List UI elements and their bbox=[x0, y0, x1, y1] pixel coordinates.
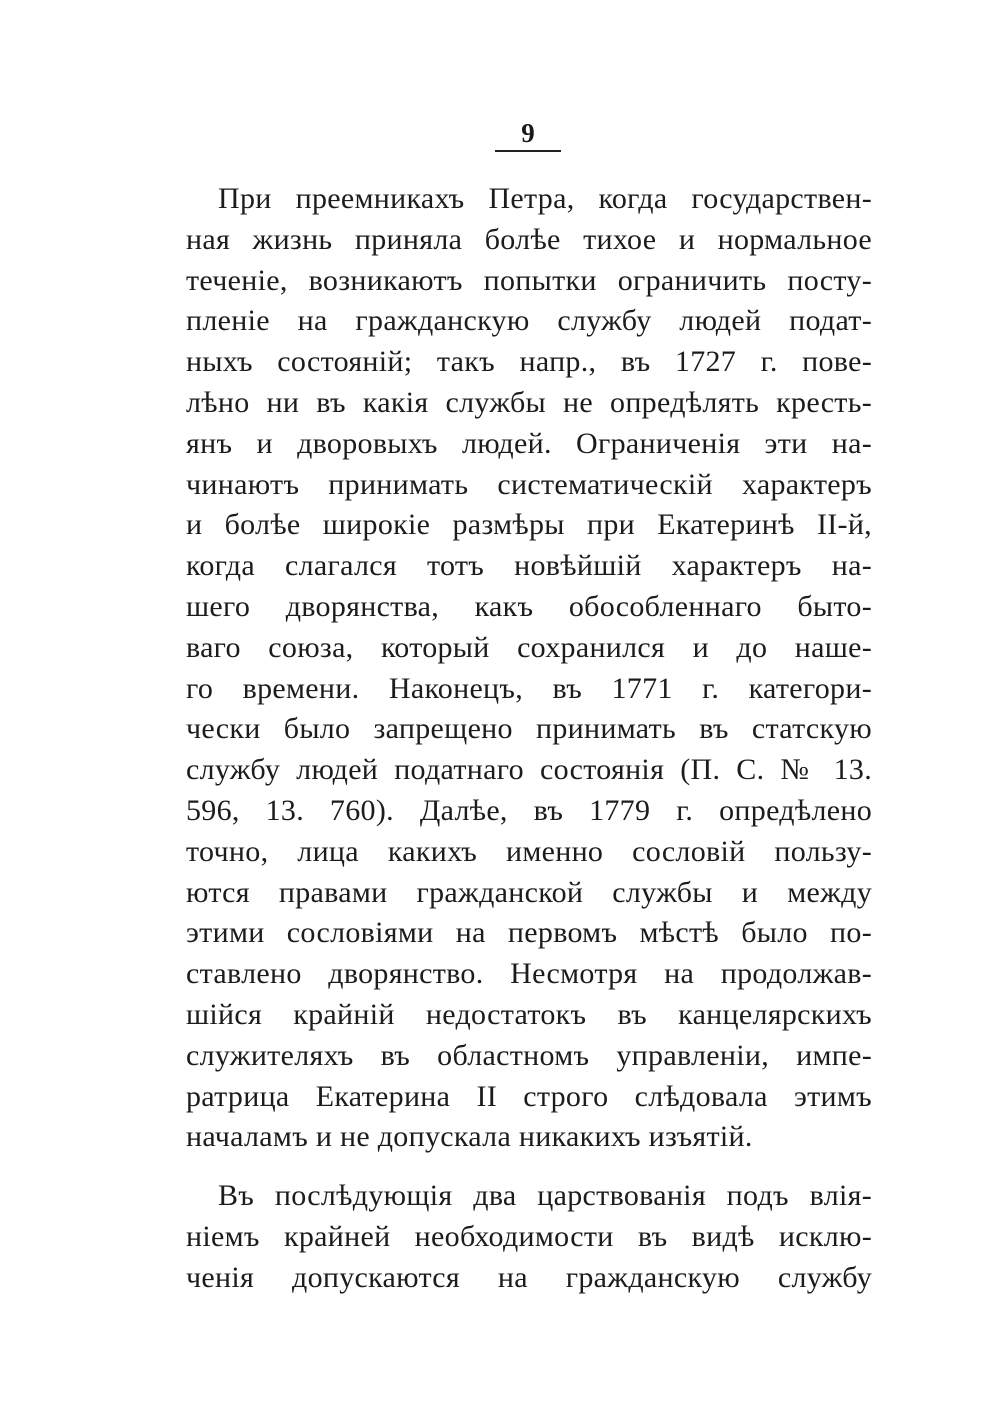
text-line: чинаютъ принимать систематическій характеръ bbox=[186, 467, 872, 501]
text-line: ваго союза, который сохранился и до наше- bbox=[186, 630, 872, 664]
paragraph-gap bbox=[186, 1158, 872, 1176]
text-line: ются правами гражданской службы и между bbox=[186, 875, 872, 909]
text-line: ставлено дворянство. Несмотря на продолжав- bbox=[186, 957, 872, 991]
text-line: ратрица Екатерина II строго слѣдовала этимъ bbox=[186, 1079, 872, 1113]
text-line: янъ и дворовыхъ людей. Ограниченія эти на- bbox=[186, 426, 872, 460]
text-line: теченіе, возникаютъ попытки ограничить посту- bbox=[186, 263, 872, 297]
paragraph bbox=[186, 179, 872, 1158]
text-line: Въ послѣдующія два царствованія подъ влія- bbox=[218, 1179, 872, 1213]
text-line: ченія допускаются на гражданскую службу bbox=[186, 1260, 872, 1294]
text-line: чески было запрещено принимать въ статскую bbox=[186, 712, 872, 746]
text-line: шійся крайній недостатокъ въ канцелярскихъ bbox=[186, 997, 872, 1031]
text-line: служителяхъ въ областномъ управленіи, импе- bbox=[186, 1038, 872, 1072]
text-line: пленіе на гражданскую службу людей подат- bbox=[186, 304, 872, 338]
text-line: шего дворянства, какъ обособленнаго быто- bbox=[186, 589, 872, 623]
text-line: ныхъ состояній; такъ напр., въ 1727 г. пове- bbox=[186, 345, 872, 379]
text-line: 596, 13. 760). Далѣе, въ 1779 г. опредѣлено bbox=[186, 793, 872, 827]
text-line: ная жизнь приняла болѣе тихое и нормальное bbox=[186, 222, 872, 256]
text-line: точно, лица какихъ именно сословій пользу- bbox=[186, 834, 872, 868]
body-text bbox=[186, 179, 872, 1299]
paragraph bbox=[186, 1176, 872, 1298]
text-line: службу людей податнаго состоянія (П. С. № 13. bbox=[186, 753, 872, 787]
page-number-rule bbox=[495, 150, 561, 152]
page-header bbox=[495, 118, 561, 152]
text-line: этими сословіями на первомъ мѣстѣ было по- bbox=[186, 916, 872, 950]
text-line: началамъ и не допускала никакихъ изъятій. bbox=[186, 1120, 753, 1154]
text-line: и болѣе широкіе размѣры при Екатеринѣ II-й, bbox=[186, 508, 872, 542]
text-line: лѣно ни въ какія службы не опредѣлять кресть- bbox=[186, 385, 872, 419]
text-line: При преемникахъ Петра, когда государствен- bbox=[218, 182, 872, 215]
text-line: го времени. Наконецъ, въ 1771 г. категори- bbox=[186, 671, 872, 705]
text-line: когда слагался тотъ новѣйшій характеръ на- bbox=[186, 549, 872, 583]
page-number: 9 bbox=[521, 118, 535, 148]
text-line: ніемъ крайней необходимости въ видѣ исклю- bbox=[186, 1219, 872, 1253]
